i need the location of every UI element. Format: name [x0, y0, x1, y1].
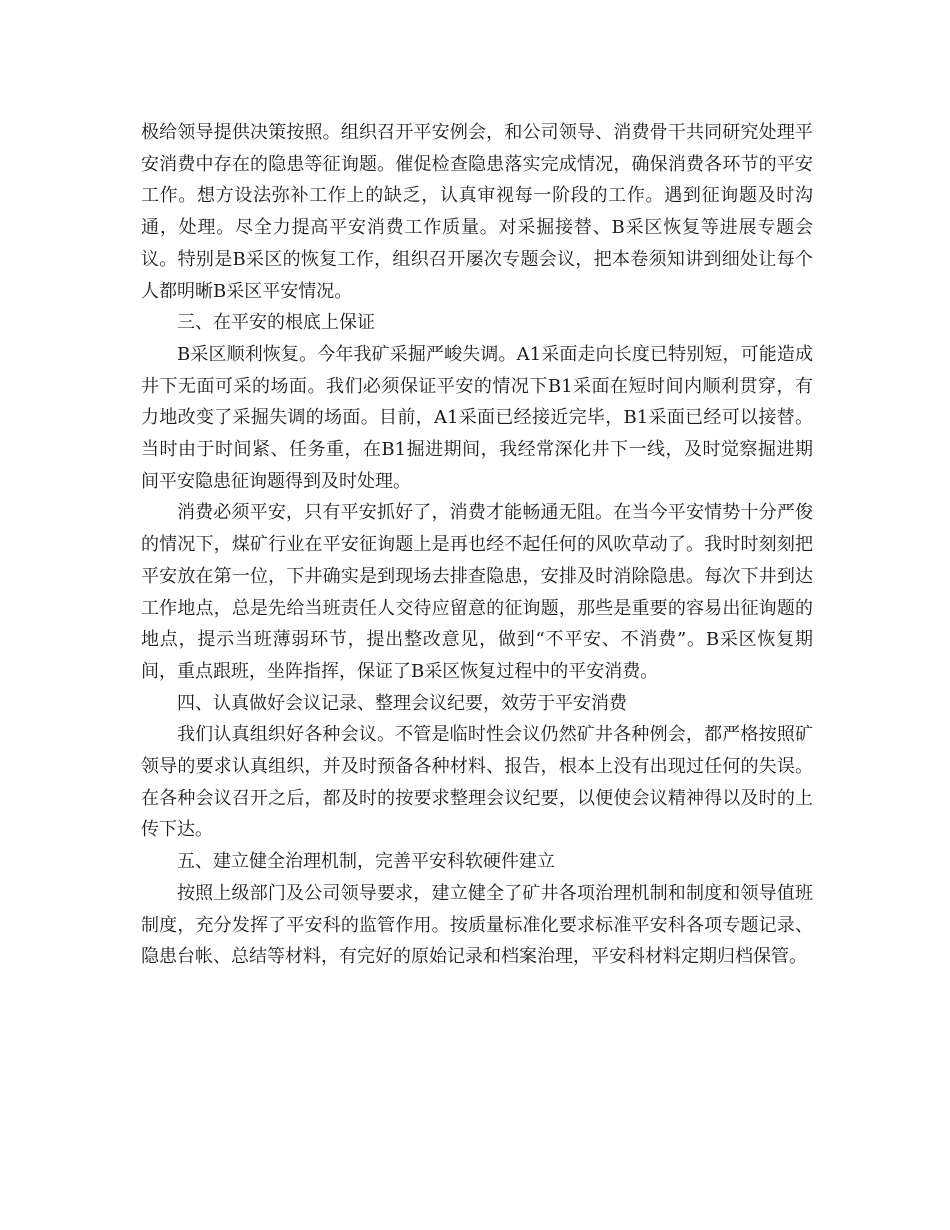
- paragraph: 消费必须平安，只有平安抓好了，消费才能畅通无阻。在当今平安情势十分严俊的情况下，煤矿行业在平安征询题上是再也经不起任何的风吹草动了。我时时刻刻把平安放在第一位，下井确实是到现场去排查隐患，安排及时消除隐患。每次下井到达工作地点，总是先给当班责任人交待应留意的征询题，那些是重要的容易出征询题的地点，提示当班薄弱环节，提出整改意见，做到“不平安、不消费”。B采区恢复期间，重点跟班，坐阵指挥，保证了B采区恢复过程中的平安消费。: [141, 502, 813, 682]
- section-heading-5: 五、建立健全治理机制，完善平安科软硬件建立: [177, 851, 555, 873]
- paragraph-continuation: 极给领导提供决策按照。组织召开平安例会，和公司领导、消费骨干共同研究处理平安消费中存在的隐患等征询题。催促检查隐患落实完成情况，确保消费各环节的平安工作。想方设法弥补工作上的缺乏，认真审视每一阶段的工作。遇到征询题及时沟通，处理。尽全力提高平安消费工作质量。对采掘接替、B采区恢复等进展专题会议。特别是B采区的恢复工作，组织召开屡次专题会议，把本卷须知讲到细处让每个人都明晰B采区平安情况。: [141, 122, 813, 302]
- paragraph: 我们认真组织好各种会议。不管是临时性会议仍然矿井各种例会，都严格按照矿领导的要求认真组织，并及时预备各种材料、报告，根本上没有出现过任何的失误。在各种会议召开之后，都及时的按要求整理会议纪要，以便使会议精神得以及时的上传下达。: [141, 724, 813, 841]
- document-body: [141, 117, 813, 973]
- paragraph: 按照上级部门及公司领导要求，建立健全了矿井各项治理机制和制度和领导值班制度，充分发挥了平安科的监管作用。按质量标准化要求标准平安科各项专题记录、隐患台帐、总结等材料，有完好的原始记录和档案治理，平安科材料定期归档保管。: [141, 882, 813, 968]
- paragraph: B采区顺利恢复。今年我矿采掘严峻失调。A1采面走向长度已特别短，可能造成井下无面可采的场面。我们必须保证平安的情况下B1采面在短时间内顺利贯穿，有力地改变了采掘失调的场面。目前，A1采面已经接近完毕，B1采面已经可以接替。当时由于时间紧、任务重，在B1掘进期间，我经常深化井下一线，及时觉察掘进期间平安隐患征询题得到及时处理。: [141, 343, 813, 492]
- section-heading-3: 三、在平安的根底上保证: [177, 312, 375, 334]
- section-heading-4: 四、认真做好会议记录、整理会议纪要，效劳于平安消费: [177, 692, 627, 714]
